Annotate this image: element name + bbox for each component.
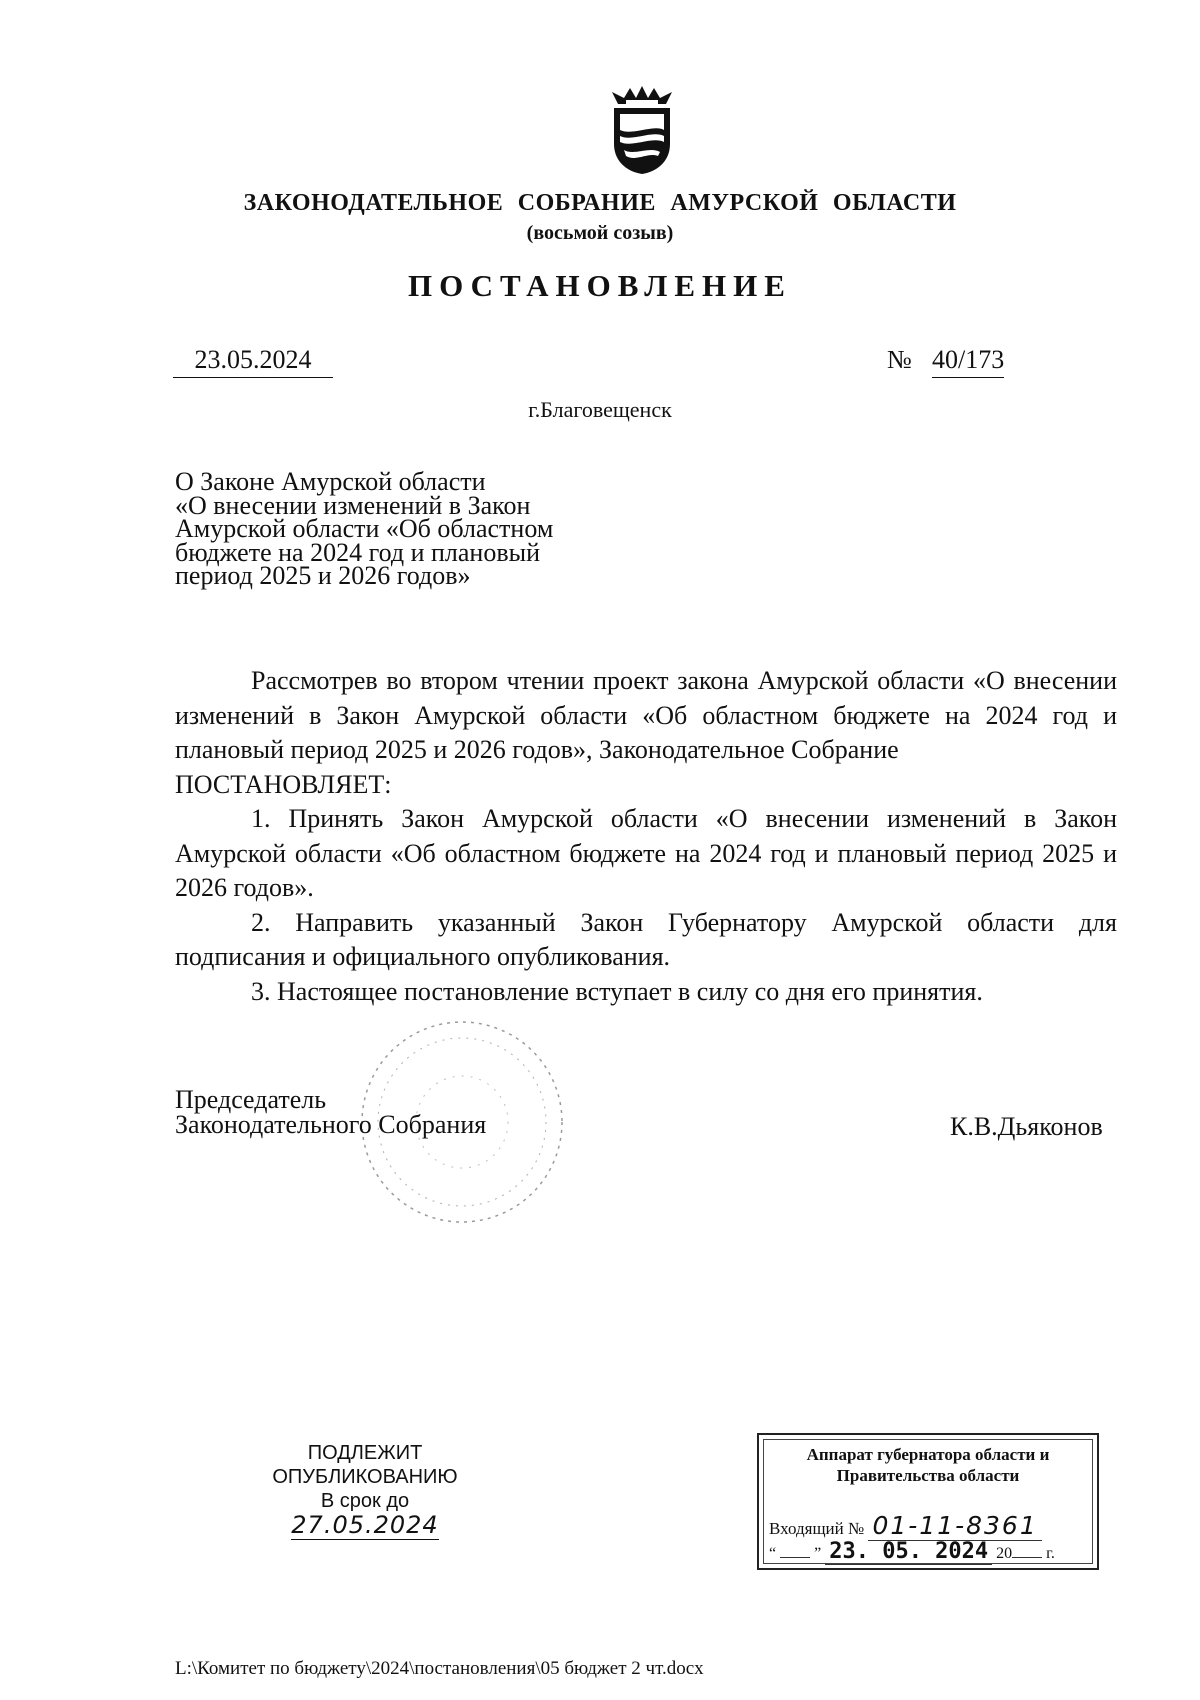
number-label: № <box>887 345 912 374</box>
coat-of-arms-emblem <box>604 84 680 176</box>
publish-deadline <box>250 1489 480 1539</box>
clause-paragraph: 3. Настоящее постановление вступает в силу со дня его принятия. <box>251 976 983 1006</box>
publish-line: ПОДЛЕЖИТ <box>307 1442 423 1464</box>
incoming-number-row <box>769 1511 1042 1540</box>
year-blank <box>1012 1557 1042 1558</box>
year-prefix: 20 <box>996 1545 1013 1562</box>
incoming-date-row <box>769 1539 1055 1564</box>
incoming-number: 01-11-8361 <box>868 1511 1041 1541</box>
stamp-title <box>759 1444 1097 1486</box>
file-path-footer: L:\Комитет по бюджету\2024\постановления\05 бюджет 2 чт.docx <box>175 1658 704 1679</box>
document-number: 40/173 <box>932 345 1004 378</box>
deadline-prefix: В срок до <box>320 1490 410 1512</box>
publish-line: ОПУБЛИКОВАНИЮ <box>272 1466 458 1488</box>
subject-line: период 2025 и 2026 годов» <box>175 561 471 590</box>
incoming-label: Входящий № <box>769 1519 865 1538</box>
year-suffix: г. <box>1046 1545 1055 1562</box>
date-blank <box>780 1557 810 1558</box>
position-line: Законодательного Собрания <box>175 1110 487 1139</box>
date-open-quote: “ <box>769 1545 777 1562</box>
subject-line: «О внесении изменений в Закон <box>175 490 531 520</box>
document-body <box>175 664 1117 1009</box>
document-type-title: ПОСТАНОВЛЕНИЕ <box>408 268 792 303</box>
city: г.Благовещенск <box>528 397 672 422</box>
publish-note <box>250 1441 480 1539</box>
date-close-quote: ” <box>814 1545 822 1562</box>
stamp-title-line: Правительства области <box>836 1466 1020 1485</box>
subject-line: О Законе Амурской области <box>175 467 486 496</box>
preamble-paragraph: Рассмотрев во втором чтении проект закона Амурской области «О внесении изменений в Закон Амурской области «Об областном бюджете на 2024 год и плановый период 2025 и 2026 годов», Законодательное Собрание <box>175 666 1117 764</box>
stamp-title-line: Аппарат губернатора области и <box>806 1445 1050 1464</box>
signatory-position <box>175 1087 486 1137</box>
subject-line: бюджете на 2024 год и плановый <box>175 537 540 567</box>
clause-paragraph: 2. Направить указанный Закон Губернатору Амурской области для подписания и официального опубликования. <box>175 907 1117 971</box>
clause-paragraph: 1. Принять Закон Амурской области «О внесении изменений в Закон Амурской области «Об областном бюджете на 2024 год и плановый период 2025 и 2026 годов». <box>175 804 1117 902</box>
resolves-word: ПОСТАНОВЛЯЕТ: <box>175 769 392 799</box>
subject-line: Амурской области «Об областном <box>175 514 554 543</box>
organization-name: ЗАКОНОДАТЕЛЬНОЕ СОБРАНИЕ АМУРСКОЙ ОБЛАСТИ <box>243 190 957 216</box>
convocation: (восьмой созыв) <box>526 222 674 244</box>
incoming-date: 23. 05. 2024 <box>825 1539 992 1565</box>
document-date: 23.05.2024 <box>173 345 333 378</box>
position-line: Председатель <box>175 1085 327 1114</box>
signatory-name: К.В.Дьяконов <box>950 1112 1103 1141</box>
document-subject <box>175 467 675 590</box>
deadline-handwritten-date: 27.05.2024 <box>291 1511 439 1539</box>
incoming-registration-stamp <box>757 1433 1099 1570</box>
